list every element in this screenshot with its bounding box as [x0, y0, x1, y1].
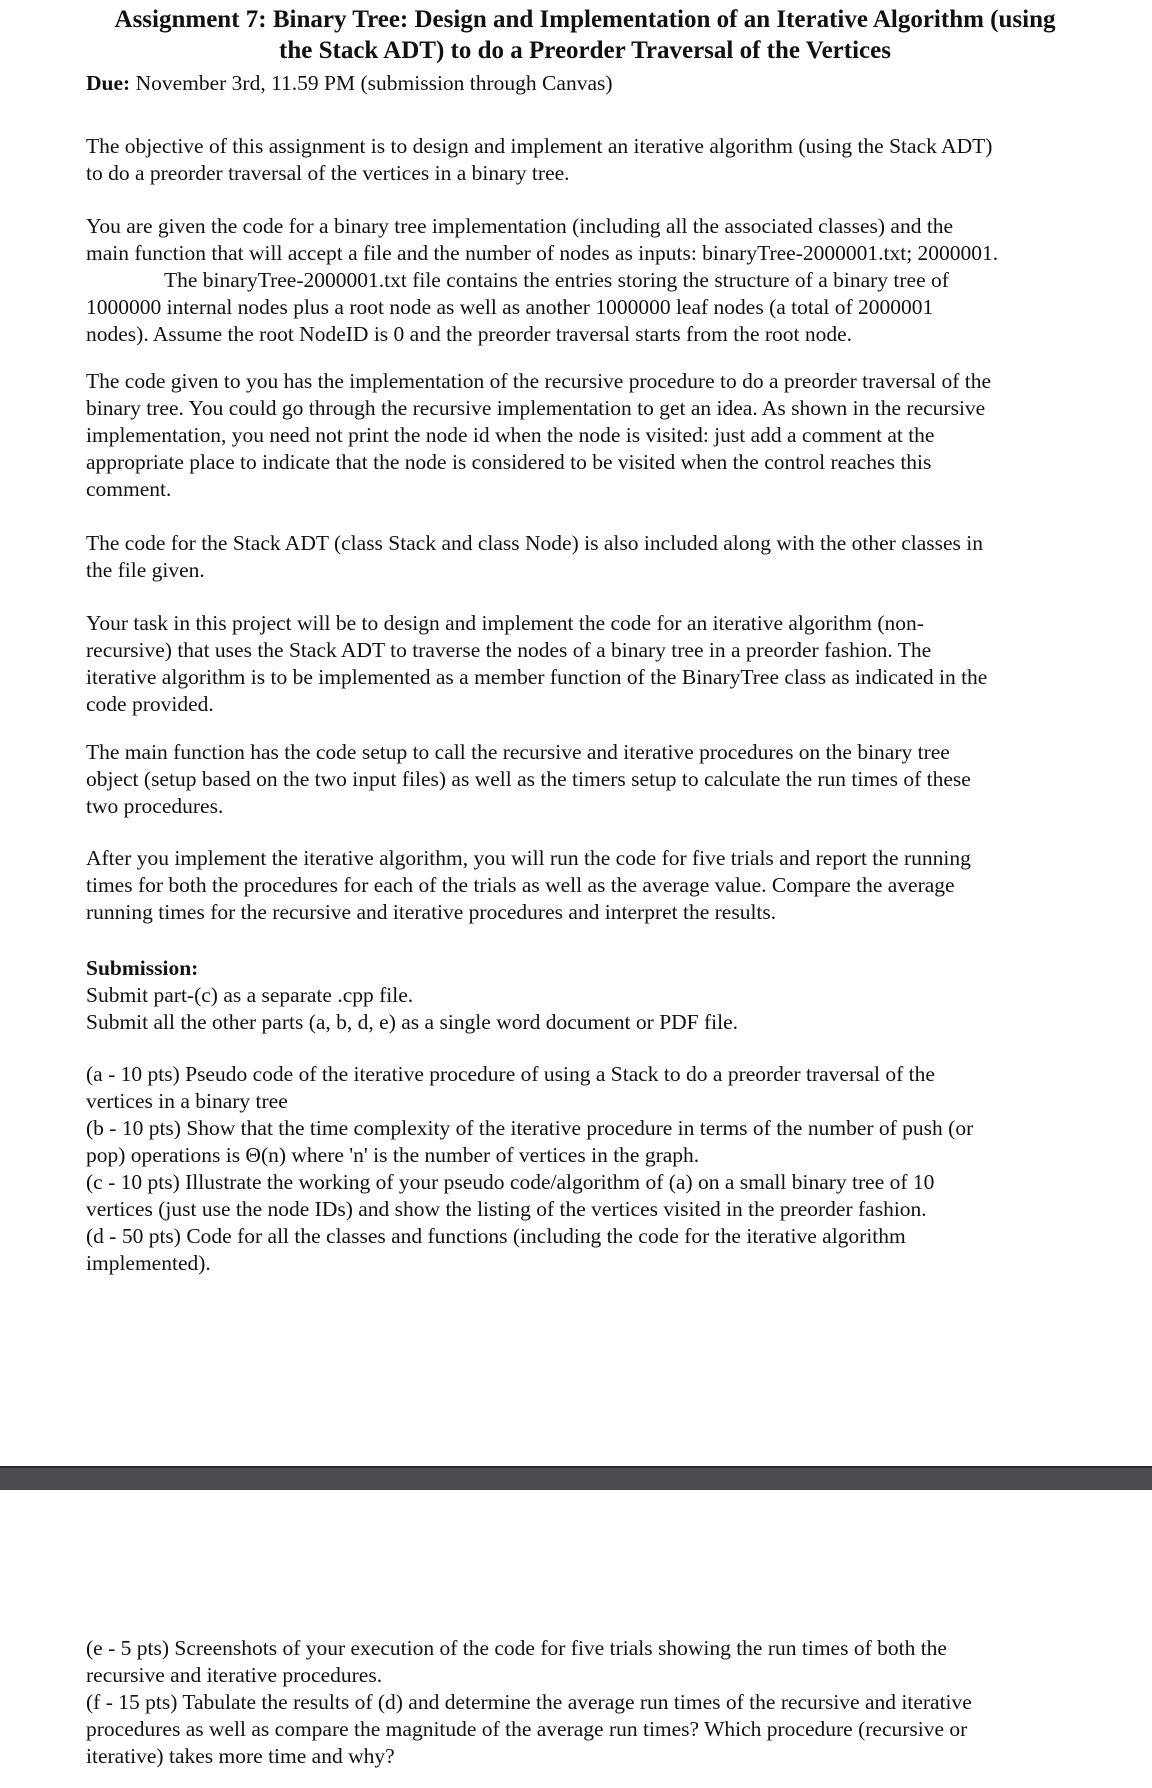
main-fn-line-2: object (setup based on the two input files) as well as the timers setup to calculate the run times of these: [86, 767, 971, 791]
trials-line-1: After you implement the iterative algorithm, you will run the code for five trials and report the running: [86, 846, 971, 870]
recursive-paragraph: [86, 368, 1096, 503]
stack-adt-line-2: the file given.: [86, 558, 205, 582]
part-b-line-2: pop) operations is Θ(n) where 'n' is the number of vertices in the graph.: [86, 1143, 700, 1167]
part-d-line-2: implemented).: [86, 1251, 211, 1275]
trials-paragraph: [86, 845, 1096, 926]
given-line-5: nodes). Assume the root NodeID is 0 and the preorder traversal starts from the root node.: [86, 322, 853, 346]
due-date: [86, 70, 1096, 97]
parts-list-continued: [86, 1635, 1096, 1770]
given-line-4: 1000000 internal nodes plus a root node as well as another 1000000 leaf nodes (a total of 2000001: [86, 295, 934, 319]
task-paragraph: [86, 610, 1096, 718]
objective-line-1: The objective of this assignment is to design and implement an iterative algorithm (using the Stack ADT): [86, 134, 993, 158]
title-line-1: Assignment 7: Binary Tree: Design and Implementation of an Iterative Algorithm (using: [114, 6, 1056, 33]
page-divider-edge: [0, 1466, 1152, 1468]
main-function-paragraph: [86, 739, 1096, 820]
given-line-3: The binaryTree-2000001.txt file contains the entries storing the structure of a binary tree of: [164, 268, 949, 292]
task-line-3: iterative algorithm is to be implemented as a member function of the BinaryTree class as indicated in the: [86, 665, 988, 689]
due-label: Due:: [86, 71, 131, 95]
submission-line-1: Submit part-(c) as a separate .cpp file.: [86, 983, 414, 1007]
objective-paragraph: [86, 133, 1096, 187]
stack-adt-paragraph: [86, 530, 1096, 584]
stack-adt-line-1: The code for the Stack ADT (class Stack and class Node) is also included along with the other classes in: [86, 531, 983, 555]
given-line-2: main function that will accept a file and the number of nodes as inputs: binaryTree-2000001.txt; 2000001.: [86, 241, 999, 265]
part-b-line-1: (b - 10 pts) Show that the time complexity of the iterative procedure in terms of the number of push (or: [86, 1116, 974, 1140]
part-c-line-2: vertices (just use the node IDs) and show the listing of the vertices visited in the preorder fashion.: [86, 1197, 927, 1221]
part-f-line-3: iterative) takes more time and why?: [86, 1744, 395, 1768]
recursive-line-4: appropriate place to indicate that the node is considered to be visited when the control reaches this: [86, 450, 932, 474]
parts-list: [86, 1061, 1096, 1277]
main-fn-line-1: The main function has the code setup to call the recursive and iterative procedures on the binary tree: [86, 740, 950, 764]
part-a-line-1: (a - 10 pts) Pseudo code of the iterative procedure of using a Stack to do a preorder traversal of the: [86, 1062, 935, 1086]
title-line-2: the Stack ADT) to do a Preorder Traversal of the Vertices: [279, 37, 891, 64]
part-a-line-2: vertices in a binary tree: [86, 1089, 288, 1113]
recursive-line-1: The code given to you has the implementation of the recursive procedure to do a preorder traversal of the: [86, 369, 992, 393]
trials-line-2: times for both the procedures for each of the trials as well as the average value. Compare the average: [86, 873, 955, 897]
part-f-line-2: procedures as well as compare the magnitude of the average run times? Which procedure (recursive or: [86, 1717, 968, 1741]
part-d-line-1: (d - 50 pts) Code for all the classes and functions (including the code for the iterative algorithm: [86, 1224, 906, 1248]
part-e-line-1: (e - 5 pts) Screenshots of your execution of the code for five trials showing the run times of both the: [86, 1636, 947, 1660]
trials-line-3: running times for the recursive and iterative procedures and interpret the results.: [86, 900, 777, 924]
part-f-line-1: (f - 15 pts) Tabulate the results of (d) and determine the average run times of the recursive and iterative: [86, 1690, 972, 1714]
submission-heading: Submission:: [86, 956, 199, 980]
task-line-1: Your task in this project will be to design and implement the code for an iterative algorithm (non-: [86, 611, 924, 635]
recursive-line-3: implementation, you need not print the node id when the node is visited: just add a comment at the: [86, 423, 935, 447]
document-page-2: [0, 1490, 1152, 1788]
assignment-title: [60, 4, 1110, 66]
recursive-line-5: comment.: [86, 477, 172, 501]
task-line-4: code provided.: [86, 692, 214, 716]
submission-section: [86, 955, 1096, 1036]
due-text: November 3rd, 11.59 PM (submission through Canvas): [130, 71, 613, 95]
submission-line-2: Submit all the other parts (a, b, d, e) as a single word document or PDF file.: [86, 1010, 739, 1034]
part-c-line-1: (c - 10 pts) Illustrate the working of your pseudo code/algorithm of (a) on a small binary tree of 10: [86, 1170, 935, 1194]
page-divider: [0, 1466, 1152, 1490]
recursive-line-2: binary tree. You could go through the recursive implementation to get an idea. As shown in the recursive: [86, 396, 986, 420]
given-code-paragraph: [86, 213, 1096, 348]
main-fn-line-3: two procedures.: [86, 794, 224, 818]
given-line-1: You are given the code for a binary tree implementation (including all the associated classes) and the: [86, 214, 954, 238]
part-e-line-2: recursive and iterative procedures.: [86, 1663, 383, 1687]
objective-line-2: to do a preorder traversal of the vertices in a binary tree.: [86, 161, 570, 185]
task-line-2: recursive) that uses the Stack ADT to traverse the nodes of a binary tree in a preorder fashion. The: [86, 638, 932, 662]
